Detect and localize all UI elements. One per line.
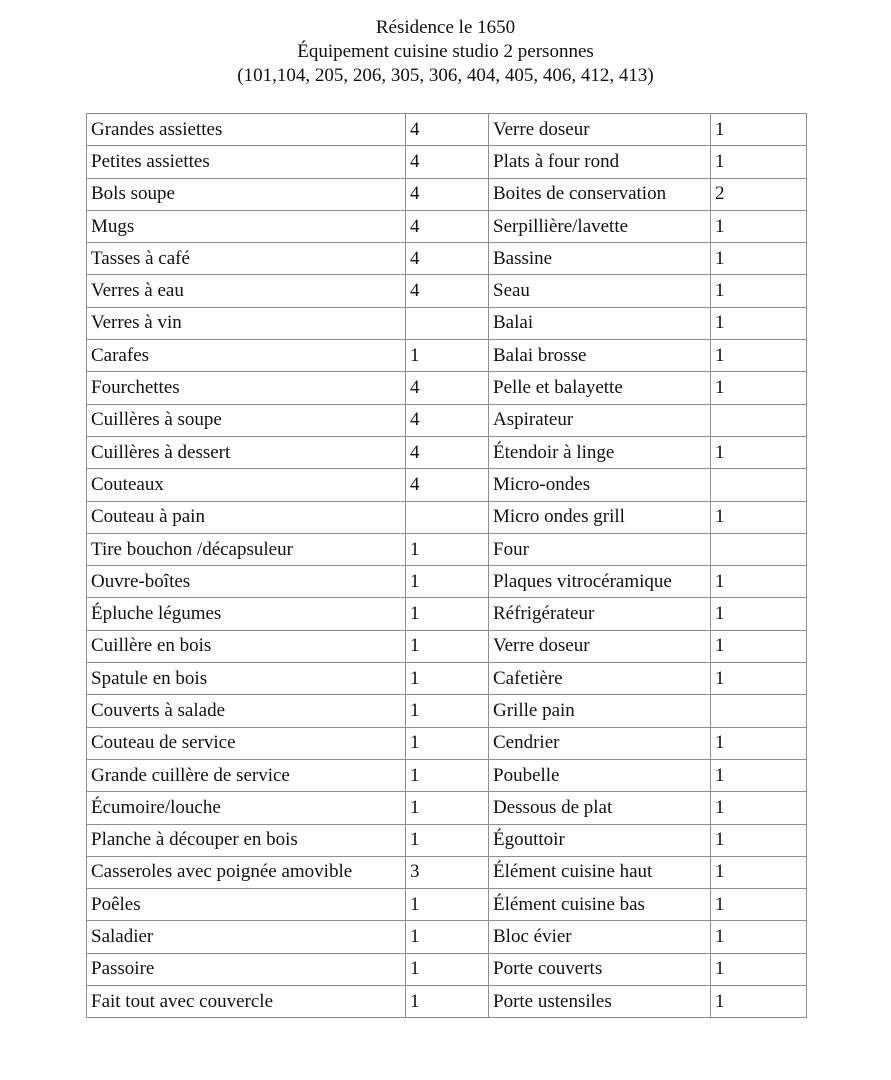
right-quantity-cell: 1 [711, 210, 807, 242]
right-quantity-cell: 1 [711, 598, 807, 630]
residence-title: Résidence le 1650 [375, 17, 516, 38]
right-quantity-cell: 1 [711, 630, 807, 662]
left-item-cell: Couteau de service [87, 727, 406, 759]
left-item-cell: Verres à eau [87, 275, 406, 307]
right-item-cell: Cafetière [489, 663, 711, 695]
left-item-cell: Cuillères à soupe [87, 404, 406, 436]
left-item-cell: Ouvre-boîtes [87, 566, 406, 598]
left-item-cell: Tire bouchon /décapsuleur [87, 533, 406, 565]
table-row [87, 953, 807, 985]
table-row [87, 469, 807, 501]
left-quantity-cell: 1 [406, 759, 489, 791]
left-quantity-cell: 1 [406, 727, 489, 759]
left-item-cell: Petites assiettes [87, 146, 406, 178]
table-row [87, 404, 807, 436]
right-item-cell: Boites de conservation [489, 178, 711, 210]
left-quantity-cell: 4 [406, 372, 489, 404]
left-quantity-cell: 3 [406, 856, 489, 888]
right-quantity-cell: 1 [711, 146, 807, 178]
right-item-cell: Élément cuisine haut [489, 856, 711, 888]
left-quantity-cell: 1 [406, 953, 489, 985]
table-row [87, 663, 807, 695]
left-item-cell: Grandes assiettes [87, 114, 406, 146]
right-item-cell: Grille pain [489, 695, 711, 727]
right-item-cell: Dessous de plat [489, 792, 711, 824]
right-item-cell: Plats à four rond [489, 146, 711, 178]
left-quantity-cell: 4 [406, 469, 489, 501]
right-quantity-cell [711, 469, 807, 501]
apartment-list: (101,104, 205, 206, 305, 306, 404, 405, 406, 412, 413) [237, 65, 654, 86]
left-item-cell: Planche à découper en bois [87, 824, 406, 856]
table-row [87, 566, 807, 598]
left-quantity-cell: 1 [406, 533, 489, 565]
table-row [87, 307, 807, 339]
right-quantity-cell [711, 404, 807, 436]
left-quantity-cell: 1 [406, 889, 489, 921]
right-item-cell: Serpillière/lavette [489, 210, 711, 242]
left-item-cell: Fourchettes [87, 372, 406, 404]
table-row [87, 533, 807, 565]
right-item-cell: Seau [489, 275, 711, 307]
left-item-cell: Poêles [87, 889, 406, 921]
right-quantity-cell: 2 [711, 178, 807, 210]
left-item-cell: Grande cuillère de service [87, 759, 406, 791]
left-quantity-cell: 4 [406, 404, 489, 436]
table-row [87, 727, 807, 759]
left-quantity-cell: 1 [406, 663, 489, 695]
left-quantity-cell: 4 [406, 436, 489, 468]
right-quantity-cell: 1 [711, 856, 807, 888]
right-item-cell: Four [489, 533, 711, 565]
right-quantity-cell [711, 695, 807, 727]
right-item-cell: Élément cuisine bas [489, 889, 711, 921]
left-item-cell: Bols soupe [87, 178, 406, 210]
right-item-cell: Pelle et balayette [489, 372, 711, 404]
left-item-cell: Tasses à café [87, 243, 406, 275]
table-row [87, 275, 807, 307]
table-row [87, 759, 807, 791]
table-row [87, 856, 807, 888]
right-quantity-cell: 1 [711, 663, 807, 695]
table-row [87, 501, 807, 533]
equipment-table [86, 113, 807, 1018]
right-quantity-cell: 1 [711, 307, 807, 339]
right-item-cell: Aspirateur [489, 404, 711, 436]
left-quantity-cell: 1 [406, 340, 489, 372]
right-quantity-cell: 1 [711, 792, 807, 824]
left-quantity-cell: 1 [406, 824, 489, 856]
table-row [87, 824, 807, 856]
right-item-cell: Bloc évier [489, 921, 711, 953]
right-quantity-cell: 1 [711, 243, 807, 275]
right-item-cell: Verre doseur [489, 114, 711, 146]
left-item-cell: Mugs [87, 210, 406, 242]
table-row [87, 598, 807, 630]
left-quantity-cell: 1 [406, 792, 489, 824]
left-quantity-cell [406, 501, 489, 533]
right-item-cell: Micro-ondes [489, 469, 711, 501]
right-quantity-cell: 1 [711, 986, 807, 1018]
right-item-cell: Cendrier [489, 727, 711, 759]
right-quantity-cell: 1 [711, 340, 807, 372]
right-item-cell: Balai brosse [489, 340, 711, 372]
left-quantity-cell: 4 [406, 243, 489, 275]
table-row [87, 243, 807, 275]
left-quantity-cell: 1 [406, 695, 489, 727]
right-quantity-cell: 1 [711, 889, 807, 921]
table-row [87, 372, 807, 404]
left-item-cell: Passoire [87, 953, 406, 985]
left-item-cell: Cuillères à dessert [87, 436, 406, 468]
left-item-cell: Couverts à salade [87, 695, 406, 727]
left-item-cell: Carafes [87, 340, 406, 372]
left-item-cell: Couteaux [87, 469, 406, 501]
right-item-cell: Micro ondes grill [489, 501, 711, 533]
right-item-cell: Porte ustensiles [489, 986, 711, 1018]
left-quantity-cell: 4 [406, 275, 489, 307]
right-quantity-cell: 1 [711, 727, 807, 759]
equipment-table-body [87, 114, 807, 1018]
right-quantity-cell: 1 [711, 275, 807, 307]
table-row [87, 792, 807, 824]
right-item-cell: Poubelle [489, 759, 711, 791]
left-quantity-cell: 4 [406, 178, 489, 210]
left-item-cell: Cuillère en bois [87, 630, 406, 662]
table-row [87, 436, 807, 468]
right-quantity-cell: 1 [711, 114, 807, 146]
table-row [87, 114, 807, 146]
left-quantity-cell: 1 [406, 921, 489, 953]
right-quantity-cell: 1 [711, 372, 807, 404]
right-item-cell: Bassine [489, 243, 711, 275]
document-subtitle: Équipement cuisine studio 2 personnes [297, 41, 594, 62]
left-item-cell: Fait tout avec couvercle [87, 986, 406, 1018]
right-item-cell: Porte couverts [489, 953, 711, 985]
left-quantity-cell: 1 [406, 630, 489, 662]
left-quantity-cell: 1 [406, 986, 489, 1018]
right-item-cell: Égouttoir [489, 824, 711, 856]
right-quantity-cell: 1 [711, 566, 807, 598]
right-quantity-cell: 1 [711, 501, 807, 533]
document-header [0, 16, 891, 88]
table-row [87, 986, 807, 1018]
table-row [87, 340, 807, 372]
left-item-cell: Épluche légumes [87, 598, 406, 630]
table-row [87, 921, 807, 953]
table-row [87, 178, 807, 210]
right-item-cell: Plaques vitrocéramique [489, 566, 711, 598]
right-quantity-cell: 1 [711, 921, 807, 953]
left-quantity-cell: 4 [406, 210, 489, 242]
left-item-cell: Saladier [87, 921, 406, 953]
left-item-cell: Couteau à pain [87, 501, 406, 533]
left-quantity-cell: 4 [406, 146, 489, 178]
table-row [87, 146, 807, 178]
left-quantity-cell: 1 [406, 566, 489, 598]
left-item-cell: Spatule en bois [87, 663, 406, 695]
right-quantity-cell: 1 [711, 759, 807, 791]
right-item-cell: Étendoir à linge [489, 436, 711, 468]
right-item-cell: Réfrigérateur [489, 598, 711, 630]
right-quantity-cell: 1 [711, 953, 807, 985]
right-quantity-cell [711, 533, 807, 565]
table-row [87, 889, 807, 921]
right-item-cell: Verre doseur [489, 630, 711, 662]
table-row [87, 695, 807, 727]
right-item-cell: Balai [489, 307, 711, 339]
left-item-cell: Casseroles avec poignée amovible [87, 856, 406, 888]
left-quantity-cell: 4 [406, 114, 489, 146]
table-row [87, 630, 807, 662]
right-quantity-cell: 1 [711, 824, 807, 856]
left-item-cell: Écumoire/louche [87, 792, 406, 824]
table-row [87, 210, 807, 242]
left-quantity-cell [406, 307, 489, 339]
left-item-cell: Verres à vin [87, 307, 406, 339]
right-quantity-cell: 1 [711, 436, 807, 468]
left-quantity-cell: 1 [406, 598, 489, 630]
